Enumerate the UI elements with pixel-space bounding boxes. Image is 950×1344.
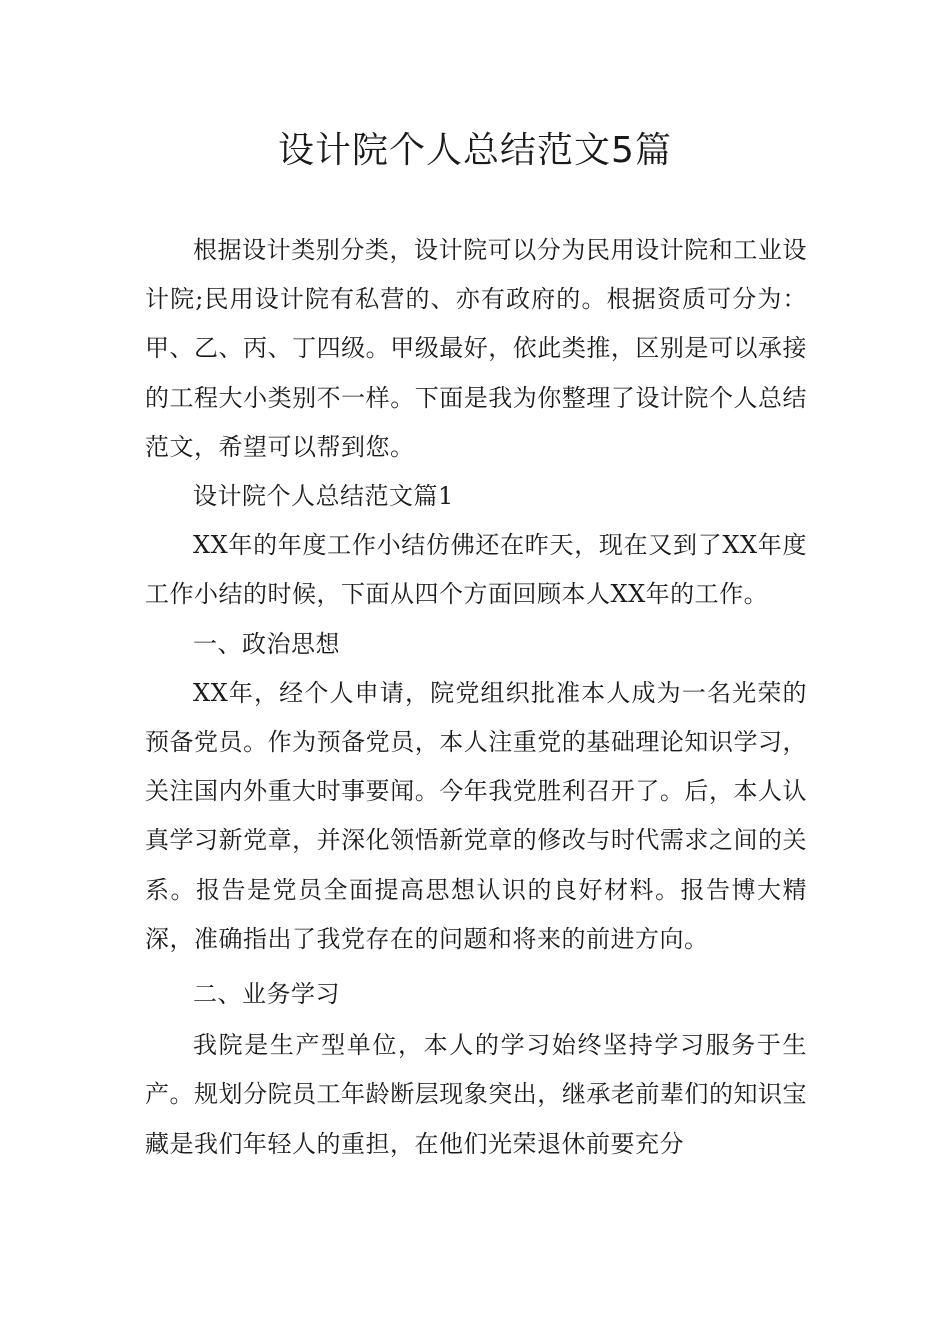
intro-paragraph: 根据设计类别分类，设计院可以分为民用设计院和工业设计院;民用设计院有私营的、亦有政府的。根据资质可分为：甲、乙、丙、丁四级。甲级最好，依此类推，区别是可以承接的工程大小类别不一样。下面是我为你整理了设计院个人总结范文，希望可以帮到您。 [145, 236, 807, 461]
summary-paragraph: XX年的年度工作小结仿佛还在昨天，现在又到了XX年度工作小结的时候，下面从四个方面回顾本人XX年的工作。 [145, 531, 807, 609]
document-title: 设计院个人总结范文5篇 [278, 130, 672, 171]
section-heading-article-1: 设计院个人总结范文篇1 [193, 482, 454, 511]
study-paragraph: 我院是生产型单位，本人的学习始终坚持学习服务于生产。规划分院员工年龄断层现象突出，继承老前辈们的知识宝藏是我们年轻人的重担，在他们光荣退休前要充分 [145, 1031, 807, 1158]
section-heading-study: 二、业务学习 [193, 980, 340, 1009]
document-body [145, 226, 807, 1169]
section-heading-politics: 一、政治思想 [193, 629, 340, 658]
politics-paragraph: XX年，经个人申请，院党组织批准本人成为一名光荣的预备党员。作为预备党员，本人注重党的基础理论知识学习，关注国内外重大时事要闻。今年我党胜利召开了。后，本人认真学习新党章，并深化领悟新党章的修改与时代需求之间的关系。报告是党员全面提高思想认识的良好材料。报告博大精深，准确指出了我党存在的问题和将来的前进方向。 [145, 678, 807, 953]
